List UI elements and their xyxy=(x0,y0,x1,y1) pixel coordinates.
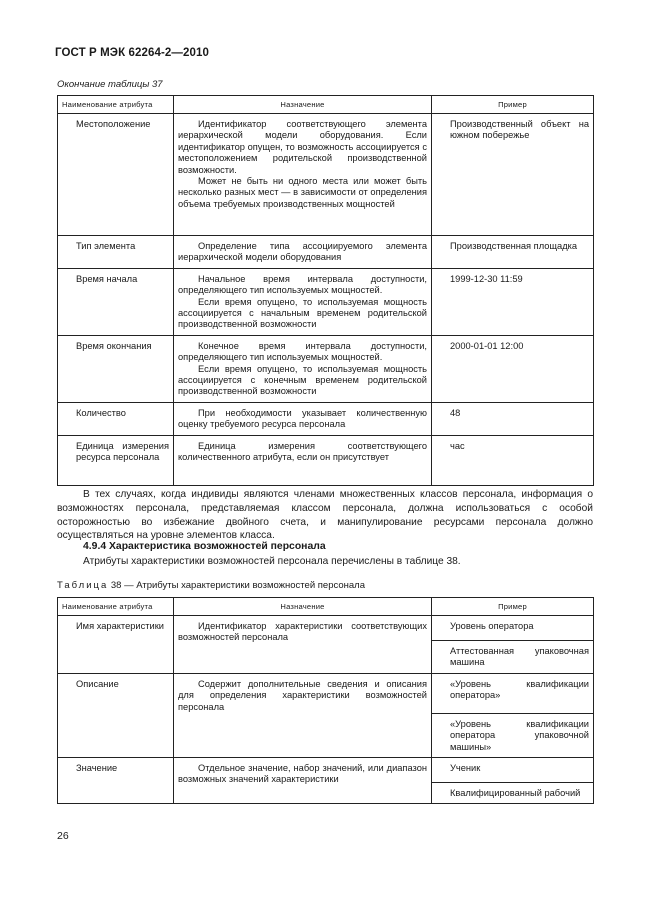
attribute-example: 1999-12-30 11:59 xyxy=(432,268,594,335)
table-row xyxy=(58,402,594,435)
attribute-name: Местоположение xyxy=(58,114,174,236)
example-item: «Уровень квалификации оператора» xyxy=(450,678,589,701)
table-row xyxy=(58,435,594,485)
attribute-example: час xyxy=(432,435,594,485)
attribute-purpose: Конечное время интервала доступности, определяющего тип используемых мощностей. Если время опущено, то используемая мощность ассоциируется с конечным временем родительской производственной возможности xyxy=(174,335,432,402)
body-paragraph: В тех случаях, когда индивиды являются членами множественных классов персонала, информация о возможностях персонала, представляемая классом персонала, должна использоваться с особой осторожностью во избежание двойного счета, и манипулирование ресурсами персонала должно осуществляться на уровне элементов класса. xyxy=(57,489,593,542)
attribute-example: 2000-01-01 12:00 xyxy=(432,335,594,402)
attribute-examples xyxy=(432,616,594,674)
table-38 xyxy=(57,597,594,804)
attribute-purpose: Содержит дополнительные сведения и описания для определения характеристики возможностей персонала xyxy=(174,673,432,757)
attribute-name: Тип элемента xyxy=(58,236,174,269)
attribute-purpose: Начальное время интервала доступности, определяющего тип используемых мощностей. Если время опущено, то используемая мощность ассоциируется с начальным временем родительской производственной возможности xyxy=(174,268,432,335)
attribute-examples xyxy=(432,673,594,757)
attribute-name: Значение xyxy=(58,758,174,804)
attribute-examples xyxy=(432,758,594,804)
example-item: Аттестованная упаковочная машина xyxy=(432,640,593,673)
attribute-purpose: Единица измерения соответствующего количественного атрибута, если он присутствует xyxy=(174,435,432,485)
table-row xyxy=(58,268,594,335)
table-header-row xyxy=(58,96,594,114)
table-38-caption: Таблица 38 — Атрибуты характеристики возможностей персонала xyxy=(57,580,365,591)
attribute-name: Имя характеристики xyxy=(58,616,174,674)
table-37-caption: Окончание таблицы 37 xyxy=(57,79,163,90)
attribute-purpose: Определение типа ассоциируемого элемента иерархической модели оборудования xyxy=(174,236,432,269)
example-item: Квалифицированный рабочий xyxy=(432,782,593,803)
attribute-purpose: Отдельное значение, набор значений, или диапазон возможных значений характеристики xyxy=(174,758,432,804)
column-header-example: Пример xyxy=(432,96,594,114)
attribute-name: Описание xyxy=(58,673,174,757)
table-header-row xyxy=(58,598,594,616)
column-header-name: Наименование атрибута xyxy=(58,598,174,616)
table-37 xyxy=(57,95,594,486)
table-row xyxy=(58,673,594,757)
attribute-name: Количество xyxy=(58,402,174,435)
attribute-example: Производственная площадка xyxy=(432,236,594,269)
table-row xyxy=(58,616,594,674)
attribute-purpose: При необходимости указывает количественную оценку требуемого ресурса персонала xyxy=(174,402,432,435)
column-header-purpose: Назначение xyxy=(174,96,432,114)
page-number: 26 xyxy=(57,830,69,842)
attribute-purpose: Идентификатор соответствующего элемента иерархической модели оборудования. Если идентификатор опущен, то возможность ассоциируется с местоположением родительской производственной возможности. Может не быть ни одного места или может быть несколько разных мест — в зависимости от определения объема требуемых производственных мощностей xyxy=(174,114,432,236)
document-header: ГОСТ Р МЭК 62264-2—2010 xyxy=(55,47,209,59)
section-paragraph: Атрибуты характеристики возможностей персонала перечислены в таблице 38. xyxy=(83,556,461,567)
section-title: 4.9.4 Характеристика возможностей персонала xyxy=(83,541,326,552)
table-row xyxy=(58,236,594,269)
attribute-example: 48 xyxy=(432,402,594,435)
table-row xyxy=(58,758,594,804)
table-row xyxy=(58,114,594,236)
table-row xyxy=(58,335,594,402)
attribute-name: Время окончания xyxy=(58,335,174,402)
column-header-name: Наименование атрибута xyxy=(58,96,174,114)
example-item: Уровень оператора xyxy=(450,621,534,631)
column-header-example: Пример xyxy=(432,598,594,616)
attribute-example: Производственный объект на южном побережье xyxy=(432,114,594,236)
column-header-purpose: Назначение xyxy=(174,598,432,616)
attribute-purpose: Идентификатор характеристики соответствующих возможностей персонала xyxy=(174,616,432,674)
attribute-name: Единица измерения ресурса персонала xyxy=(58,435,174,485)
attribute-name: Время начала xyxy=(58,268,174,335)
example-item: «Уровень квалификации оператора упаковочной машины» xyxy=(432,713,593,757)
example-item: Ученик xyxy=(450,763,481,774)
